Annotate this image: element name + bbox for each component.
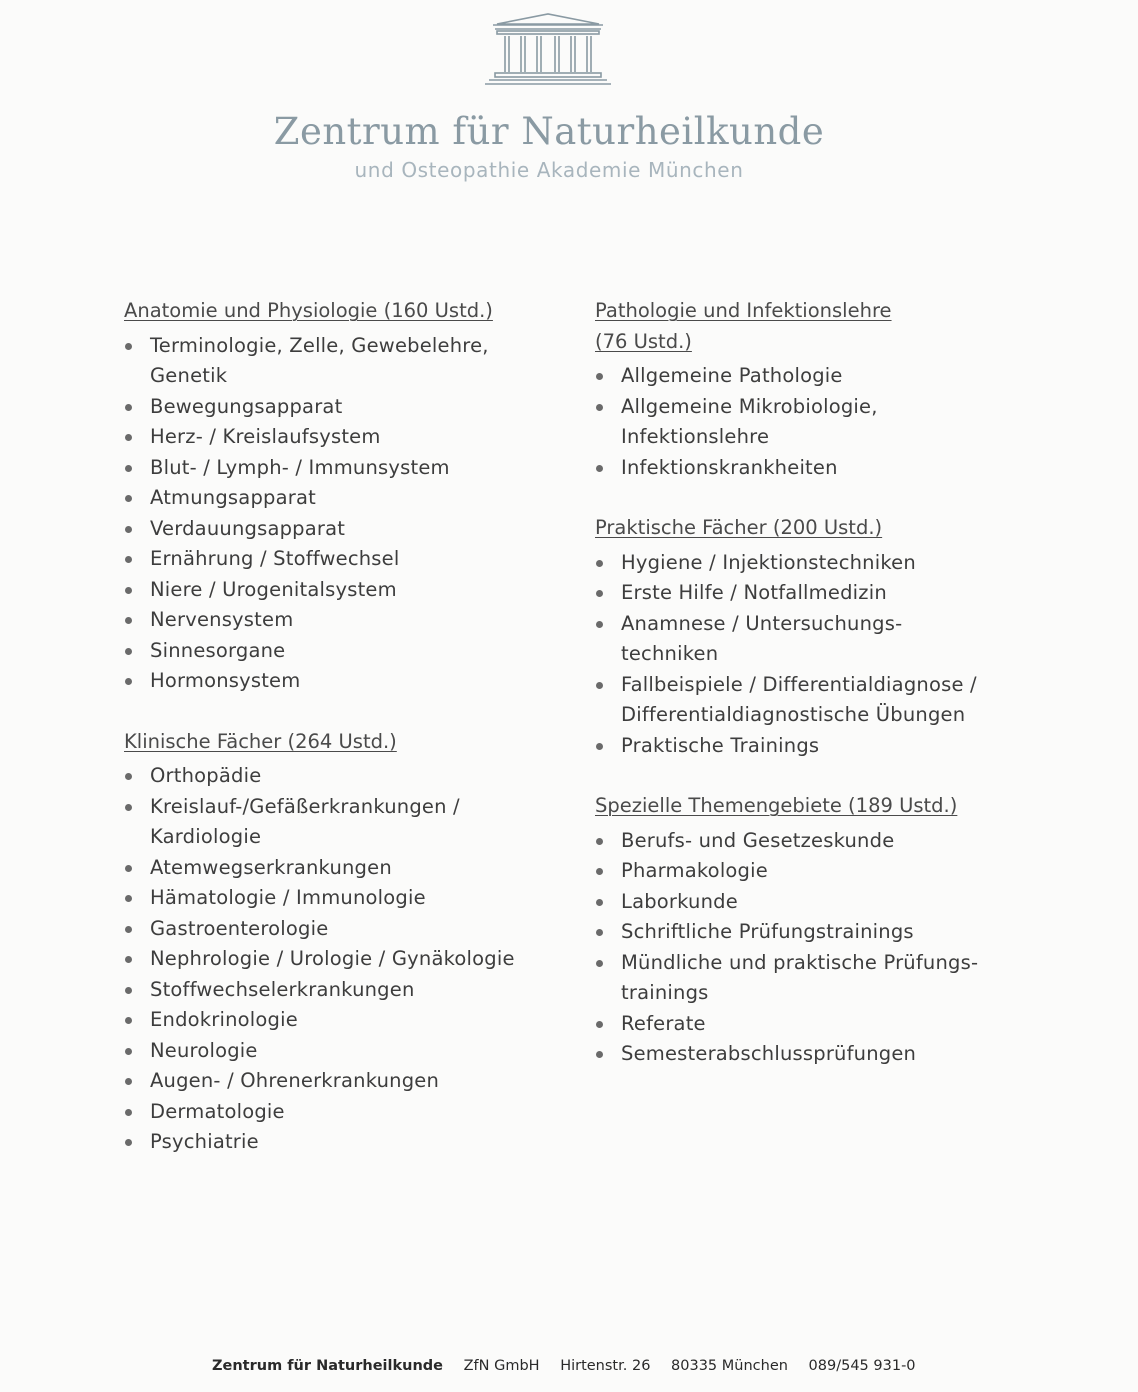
section-anatomie	[124, 296, 554, 697]
page-subtitle: und Osteopathie Akademie München	[354, 158, 744, 182]
list-item: Pharmakologie	[595, 856, 1015, 887]
topic-list	[595, 548, 1015, 762]
list-item: Niere / Urogenitalsystem	[124, 575, 554, 606]
list-item: Hämatologie / Immunologie	[124, 883, 554, 914]
list-item: Semesterabschlussprüfungen	[595, 1039, 1015, 1070]
list-item: Atemwegserkrankungen	[124, 853, 554, 884]
list-item: Neurologie	[124, 1036, 554, 1067]
list-item: Berufs- und Gesetzeskunde	[595, 826, 1015, 857]
list-item: Nephrologie / Urologie / Gynäkologie	[124, 944, 554, 975]
footer-city: 80335 München	[671, 1358, 788, 1374]
list-item: Sinnesorgane	[124, 636, 554, 667]
section-heading: Anatomie und Physiologie (160 Ustd.)	[124, 299, 493, 322]
list-item: Blut- / Lymph- / Immunsystem	[124, 453, 554, 484]
section-spezielle-themengebiete	[595, 791, 1015, 1070]
list-item: Fallbeispiele / Differentialdiagnose / Differentialdiagnostische Übungen	[595, 670, 1011, 731]
list-item: Allgemeine Mikrobiologie, Infektionslehre	[595, 392, 901, 453]
list-item: Dermatologie	[124, 1097, 554, 1128]
section-pathologie	[595, 296, 1015, 483]
list-item: Erste Hilfe / Notfallmedizin	[595, 578, 1015, 609]
section-praktische-faecher	[595, 513, 1015, 761]
list-item: Augen- / Ohrenerkrankungen	[124, 1066, 554, 1097]
footer-brand: Zentrum für Naturheilkunde	[212, 1358, 443, 1374]
list-item: Hormonsystem	[124, 666, 554, 697]
page-title: Zentrum für Naturheilkunde	[273, 110, 825, 153]
list-item: Hygiene / Injektionstechniken	[595, 548, 1015, 579]
list-item: Schriftliche Prüfungstrainings	[595, 917, 1015, 948]
list-item: Nervensystem	[124, 605, 554, 636]
section-klinische-faecher	[124, 727, 554, 1158]
section-heading: Praktische Fächer (200 Ustd.)	[595, 516, 883, 539]
right-column	[595, 296, 1015, 1100]
list-item: Laborkunde	[595, 887, 1015, 918]
topic-list	[124, 331, 554, 697]
list-item: Gastroenterologie	[124, 914, 554, 945]
list-item: Herz- / Kreislaufsystem	[124, 422, 554, 453]
topic-list	[595, 361, 1015, 483]
temple-columns-icon	[483, 12, 613, 88]
section-heading: Pathologie und Infektionslehre (76 Ustd.)	[595, 299, 892, 353]
footer-company: ZfN GmbH	[463, 1358, 540, 1374]
list-item: Ernährung / Stoffwechsel	[124, 544, 554, 575]
list-item: Orthopädie	[124, 761, 554, 792]
list-item: Endokrinologie	[124, 1005, 554, 1036]
section-heading: Spezielle Themengebiete (189 Ustd.)	[595, 794, 958, 817]
left-column	[124, 296, 554, 1188]
topic-list	[595, 826, 1015, 1070]
list-item: Mündliche und praktische Prüfungs-trainings	[595, 948, 1001, 1009]
list-item: Atmungsapparat	[124, 483, 554, 514]
footer-phone: 089/545 931-0	[808, 1358, 916, 1374]
list-item: Kreislauf-/Gefäßerkrankungen / Kardiologie	[124, 792, 480, 853]
list-item: Stoffwechselerkrankungen	[124, 975, 554, 1006]
list-item: Verdauungsapparat	[124, 514, 554, 545]
list-item: Psychiatrie	[124, 1127, 554, 1158]
topic-list	[124, 761, 554, 1158]
list-item: Infektionskrankheiten	[595, 453, 1015, 484]
list-item: Terminologie, Zelle, Gewebelehre, Genetik	[124, 331, 490, 392]
list-item: Bewegungsapparat	[124, 392, 554, 423]
list-item: Referate	[595, 1009, 1015, 1040]
list-item: Praktische Trainings	[595, 731, 1015, 762]
footer	[212, 1358, 932, 1374]
section-heading: Klinische Fächer (264 Ustd.)	[124, 729, 397, 753]
list-item: Anamnese / Untersuchungs-techniken	[595, 609, 921, 670]
list-item: Allgemeine Pathologie	[595, 361, 1015, 392]
footer-street: Hirtenstr. 26	[560, 1358, 651, 1374]
